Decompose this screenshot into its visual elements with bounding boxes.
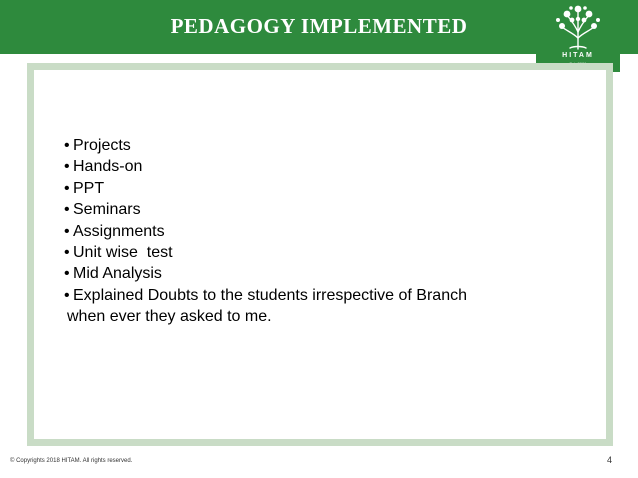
list-item (64, 178, 564, 199)
bullet-text: Seminars (73, 201, 141, 219)
list-item (64, 263, 564, 284)
slide-title: PEDAGOGY IMPLEMENTED (170, 14, 468, 38)
bullet-marker: • (64, 265, 70, 283)
bullet-marker: • (64, 158, 70, 176)
bullet-text: Assignments (73, 222, 165, 240)
list-item (64, 285, 564, 328)
bullet-text: Explained Doubts to the students irrespective of Branch (73, 286, 467, 304)
list-item (64, 242, 564, 263)
bullet-marker: • (64, 244, 70, 262)
bullet-text: Mid Analysis (73, 265, 162, 283)
bullet-marker: • (64, 179, 70, 197)
page-number: 4 (607, 455, 613, 465)
logo-name: HITAM (562, 52, 594, 59)
bullet-text: Projects (73, 137, 131, 154)
bullet-continuation: when ever they asked to me. (67, 308, 272, 326)
list-item (64, 199, 564, 220)
tree-icon (550, 4, 606, 50)
list-item (64, 135, 564, 156)
bullet-marker: • (64, 201, 70, 219)
bullet-marker: • (64, 286, 70, 304)
list-item (64, 221, 564, 242)
footer-copyright: © Copyrights 2018 HITAM. All rights reserved. (10, 458, 133, 464)
bullet-text: Hands-on (73, 158, 143, 176)
hitam-logo (536, 0, 620, 72)
bullet-text: PPT (73, 179, 105, 197)
bullet-text: Unit wise test (73, 244, 173, 262)
bullet-marker: • (64, 137, 70, 154)
list-item (64, 156, 564, 177)
bullet-marker: • (64, 222, 70, 240)
bullet-list (64, 135, 564, 328)
